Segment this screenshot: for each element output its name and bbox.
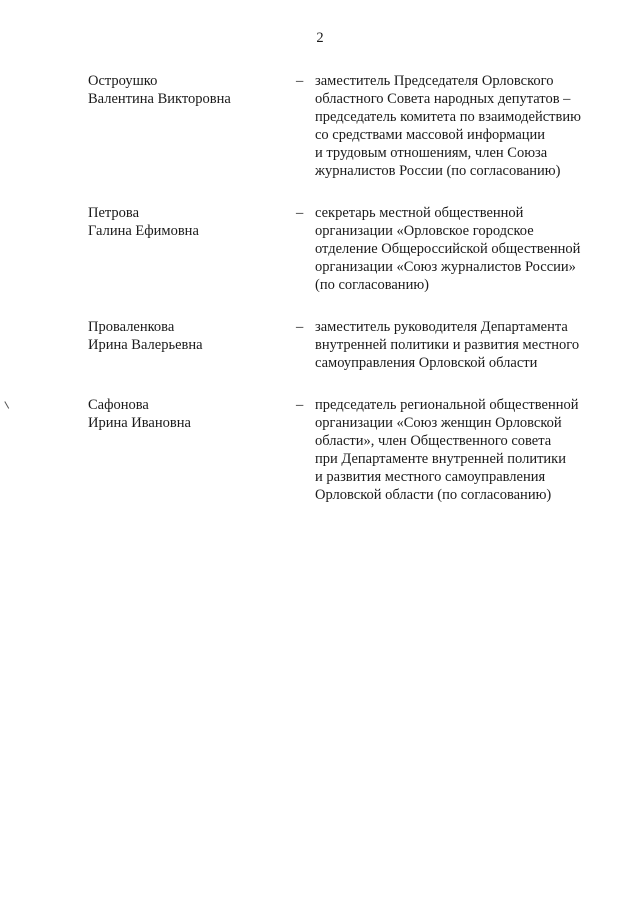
member-name (88, 204, 288, 240)
member-name (88, 396, 288, 432)
position-line: отделение Общероссийской общественной (315, 241, 581, 257)
position-line: председатель комитета по взаимодействию (315, 109, 581, 125)
member-surname: Петрова (88, 205, 140, 221)
position-line: организации «Союз журналистов России» (315, 259, 576, 275)
member-list (0, 72, 640, 528)
dash-separator: – (296, 73, 304, 89)
member-surname: Остроушко (88, 73, 158, 89)
position-line: организации «Союз женщин Орловской (315, 415, 562, 431)
position-line: Орловской области (по согласованию) (315, 487, 552, 503)
member-entry (0, 396, 640, 504)
member-given-name: Галина Ефимовна (88, 223, 199, 239)
position-line: секретарь местной общественной (315, 205, 524, 221)
position-line: области», член Общественного совета (315, 433, 552, 449)
position-line: организации «Орловское городское (315, 223, 534, 239)
page-number: 2 (316, 30, 324, 46)
member-given-name: Ирина Ивановна (88, 415, 191, 431)
dash-separator: – (296, 205, 304, 221)
member-name (88, 72, 288, 108)
member-surname: Проваленкова (88, 319, 175, 335)
member-position (315, 72, 615, 180)
member-entry (0, 204, 640, 294)
position-line: председатель региональной общественной (315, 397, 579, 413)
position-line: (по согласованию) (315, 277, 429, 293)
member-position (315, 204, 615, 294)
position-line: заместитель руководителя Департамента (315, 319, 568, 335)
member-position (315, 396, 615, 504)
position-line: и трудовым отношениям, член Союза (315, 145, 548, 161)
position-line: областного Совета народных депутатов – (315, 91, 571, 107)
position-line: самоуправления Орловской области (315, 355, 538, 371)
dash-separator: – (296, 319, 304, 335)
member-entry (0, 72, 640, 180)
position-line: со средствами массовой информации (315, 127, 546, 143)
member-position (315, 318, 615, 372)
position-line: заместитель Председателя Орловского (315, 73, 554, 89)
position-line: и развития местного самоуправления (315, 469, 546, 485)
member-surname: Сафонова (88, 397, 149, 413)
member-given-name: Ирина Валерьевна (88, 337, 203, 353)
position-line: журналистов России (по согласованию) (315, 163, 561, 179)
member-name (88, 318, 288, 354)
member-entry (0, 318, 640, 372)
dash-separator: – (296, 397, 304, 413)
position-line: внутренней политики и развития местного (315, 337, 580, 353)
position-line: при Департаменте внутренней политики (315, 451, 566, 467)
member-given-name: Валентина Викторовна (88, 91, 231, 107)
